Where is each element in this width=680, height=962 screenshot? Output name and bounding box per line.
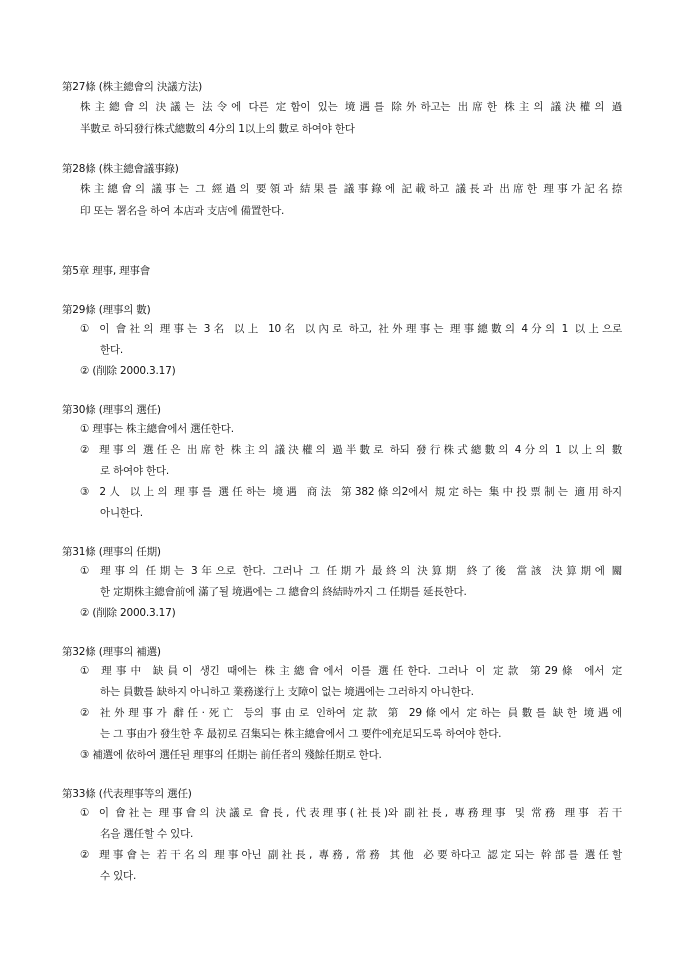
article-31-clause-2: ② (削除 2000.3.17) bbox=[80, 607, 176, 619]
article-30-clause-3-cont: 아니한다. bbox=[100, 507, 143, 519]
article-29-title: 第29條 (理事의 數) bbox=[62, 304, 151, 316]
article-30-clause-2-cont: 로 하여야 한다. bbox=[100, 465, 170, 477]
article-30-title: 第30條 (理事의 選任) bbox=[62, 404, 161, 416]
article-32-title: 第32條 (理事의 補選) bbox=[62, 646, 161, 658]
chapter-5-title: 第5章 理事, 理事會 bbox=[62, 265, 150, 277]
article-33-clause-2-cont: 수 있다. bbox=[100, 870, 137, 882]
article-33-clause-1-cont: 名을 選任할 수 있다. bbox=[100, 828, 194, 840]
article-33-clause-1: ① 이 會社는 理事會의 決議로 會長, 代表理事(社長)와 副社長, 專務理事 및 常務 理事 若干 bbox=[80, 807, 622, 819]
article-27-body-line: 半數로 하되發行株式總數의 4分의 1以上의 數로 하여야 한다 bbox=[80, 123, 355, 135]
article-29-clause-1: ① 이 會社의 理事는 3名 以上 10名 以內로 하고, 社外理事는 理事總數의 4分의 1 以上으로 bbox=[80, 323, 622, 335]
article-33-title: 第33條 (代表理事等의 選任) bbox=[62, 788, 192, 800]
article-30-clause-2: ② 理事의 選任은 出席한 株主의 議決權의 過半數로 하되 發行株式總數의 4分의 1 以上의 數 bbox=[80, 444, 622, 456]
article-32-clause-1: ① 理事中 缺員이 생긴 때에는 株主總會에서 이를 選任한다. 그러나 이 定款 第29條 에서 定 bbox=[80, 665, 622, 677]
article-29-clause-2: ② (削除 2000.3.17) bbox=[80, 365, 176, 377]
article-32-clause-1-cont: 하는 員數를 缺하지 아니하고 業務遂行上 支障이 없는 境遇에는 그러하지 아니한다. bbox=[100, 686, 474, 698]
article-28-body-line: 株主總會의 議事는 그 經過의 要領과 結果를 議事錄에 記載하고 議長과 出席한 理事가記名捺 bbox=[80, 183, 622, 195]
article-31-clause-1-cont: 한 定期株主總會前에 滿了될 境遇에는 그 總會의 終結時까지 그 任期를 延長한다. bbox=[100, 586, 467, 598]
article-32-clause-2: ② 社外理事가 辭任·死亡 등의 事由로 인하여 定款 第 29條에서 定하는 員數를 缺한 境遇에 bbox=[80, 707, 622, 719]
article-28-title: 第28條 (株主總會議事錄) bbox=[62, 163, 179, 175]
article-30-clause-1: ① 理事는 株主總會에서 選任한다. bbox=[80, 423, 234, 435]
article-32-clause-3: ③ 補選에 依하여 選任된 理事의 任期는 前任者의 殘餘任期로 한다. bbox=[80, 749, 382, 761]
article-33-clause-2: ② 理事會는 若干名의 理事아닌 副社長, 專務, 常務 其他 必要하다고 認定되는 幹部를 選任할 bbox=[80, 849, 622, 861]
article-27-body-line: 株主總會의 決議는 法令에 다른 定함이 있는 境遇를 除外하고는 出席한 株主의 議決權의 過 bbox=[80, 101, 622, 113]
article-27-title: 第27條 (株主總會의 決議方法) bbox=[62, 81, 202, 93]
article-31-title: 第31條 (理事의 任期) bbox=[62, 546, 161, 558]
article-32-clause-2-cont: 는 그 事由가 發生한 후 最初로 召集되는 株主總會에서 그 要件에充足되도록 하여야 한다. bbox=[100, 728, 502, 740]
article-30-clause-3: ③ 2人 以上의 理事를 選任하는 境遇 商法 第382條의2에서 規定하는 集中投票制는 適用하지 bbox=[80, 486, 623, 498]
article-31-clause-1: ① 理事의 任期는 3年으로 한다. 그러나 그 任期가 最終의 決算期 終了後 當該 決算期에 關 bbox=[80, 565, 622, 577]
article-29-clause-1-cont: 한다. bbox=[100, 344, 124, 356]
article-28-body-line: 印 또는 署名을 하여 本店과 支店에 備置한다. bbox=[80, 205, 285, 217]
